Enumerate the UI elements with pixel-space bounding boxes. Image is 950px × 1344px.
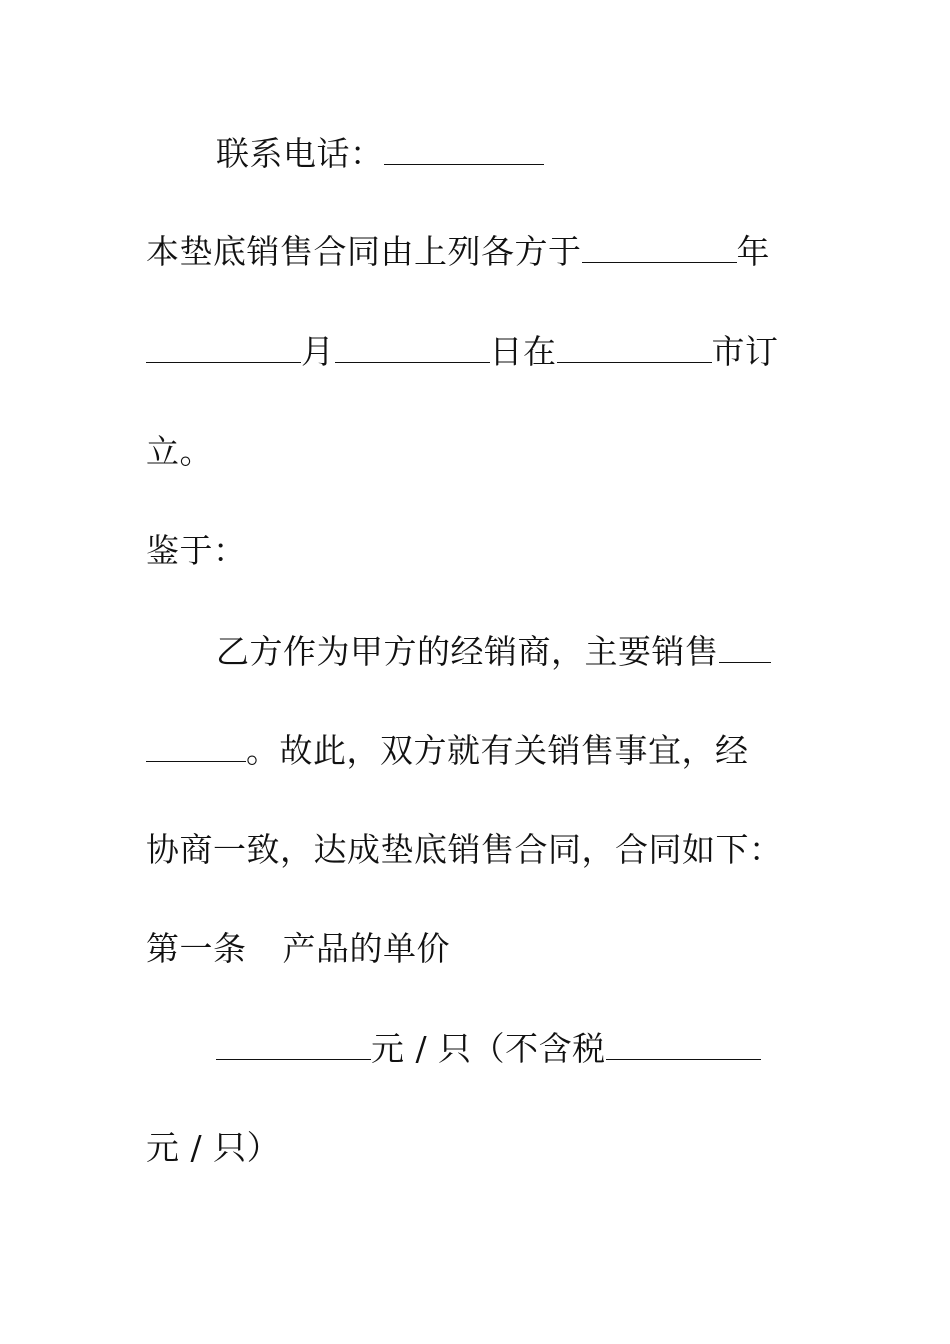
signing-date-line-1	[146, 232, 770, 272]
unit-price-end: 元 / 只）	[146, 1128, 281, 1167]
therefore-text: 。故此，双方就有关销售事宜，经	[246, 731, 749, 770]
contact-phone-label: 联系电话：	[216, 134, 384, 173]
unit-price-tax-blank[interactable]	[606, 1033, 761, 1060]
party-b-intro: 乙方作为甲方的经销商，主要销售	[216, 632, 719, 671]
signed-end-text: 立。	[146, 432, 213, 471]
product-blank-start[interactable]	[719, 636, 771, 663]
month-label: 月	[301, 332, 335, 371]
day-blank[interactable]	[335, 336, 490, 363]
signing-date-line-2	[146, 332, 779, 372]
therefore-line	[146, 731, 749, 771]
city-signed-label: 市订	[711, 332, 779, 371]
unit-price-line	[216, 1029, 761, 1069]
product-blank-end[interactable]	[146, 735, 246, 762]
city-blank[interactable]	[557, 336, 712, 363]
unit-price-end-line	[146, 1128, 280, 1168]
signing-end-line	[146, 432, 213, 472]
contact-phone-blank[interactable]	[384, 138, 544, 165]
article1-number: 第一条	[146, 929, 247, 968]
whereas-heading: 鉴于：	[146, 531, 247, 570]
party-b-line	[216, 632, 771, 672]
article1-heading	[146, 929, 450, 969]
year-blank[interactable]	[582, 236, 737, 263]
article1-title: 产品的单价	[282, 929, 450, 968]
consensus-text: 协商一致，达成垫底销售合同，合同如下：	[146, 830, 783, 869]
day-at-label: 日在	[489, 332, 557, 371]
whereas-line	[146, 531, 247, 571]
contact-phone-line	[216, 134, 544, 174]
unit-price-blank[interactable]	[216, 1033, 371, 1060]
unit-price-label: 元 / 只（不含税	[371, 1029, 606, 1068]
contract-signed-prefix: 本垫底销售合同由上列各方于	[146, 232, 582, 271]
consensus-line	[146, 830, 783, 870]
month-blank[interactable]	[146, 336, 301, 363]
year-label: 年	[736, 232, 770, 271]
